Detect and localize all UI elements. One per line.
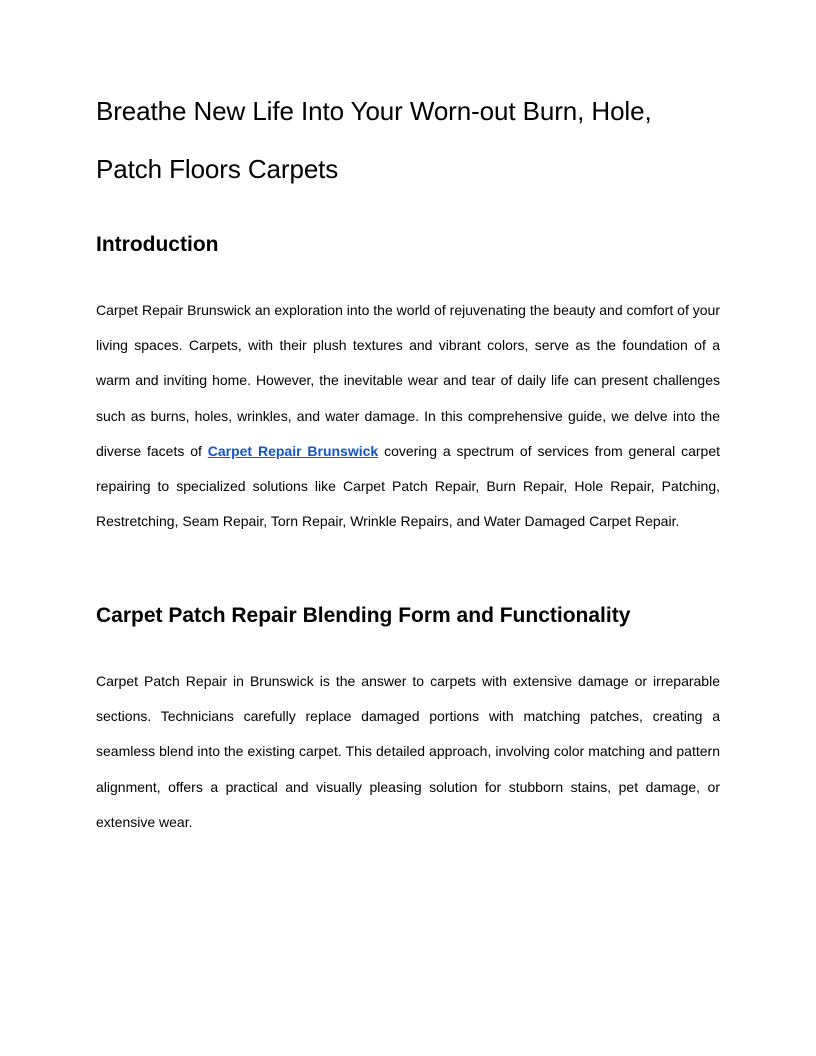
introduction-text-end: covering a spectrum of services from general carpet repairing to specialized solutions like Carpet Patch Repair, Burn Repair, Hole Repair, Patching, Restretching, Seam Repair, Torn Repair, Wrinkle Repairs, and Water Damaged Carpet Repair. — [96, 442, 721, 530]
introduction-paragraph — [96, 293, 720, 539]
section-heading-introduction: Introduction — [96, 233, 219, 256]
section-heading-carpet-patch-repair: Carpet Patch Repair Blending Form and Functionality — [96, 604, 631, 627]
document-title: Breathe New Life Into Your Worn-out Burn, Hole, Patch Floors Carpets — [96, 96, 652, 184]
carpet-patch-repair-paragraph: Carpet Patch Repair in Brunswick is the answer to carpets with extensive damage or irreparable sections. Technicians carefully replace damaged portions with matching patches, creating a seamless blend into the existing carpet. This detailed approach, involving color matching and pattern alignment, offers a practical and visually pleasing solution for stubborn stains, pet damage, or extensive wear. — [96, 673, 720, 830]
carpet-repair-brunswick-link[interactable]: Carpet Repair Brunswick — [207, 442, 379, 459]
introduction-text-start: Carpet Repair Brunswick an exploration into the world of rejuvenating the beauty and comfort of your living spaces. Carpets, with their plush textures and vibrant colors, serve as the foundation of a warm and inviting home. However, the inevitable wear and tear of daily life can present challenges such as burns, holes, wrinkles, and water damage. In this comprehensive guide, we delve into the diverse facets of — [96, 302, 720, 459]
